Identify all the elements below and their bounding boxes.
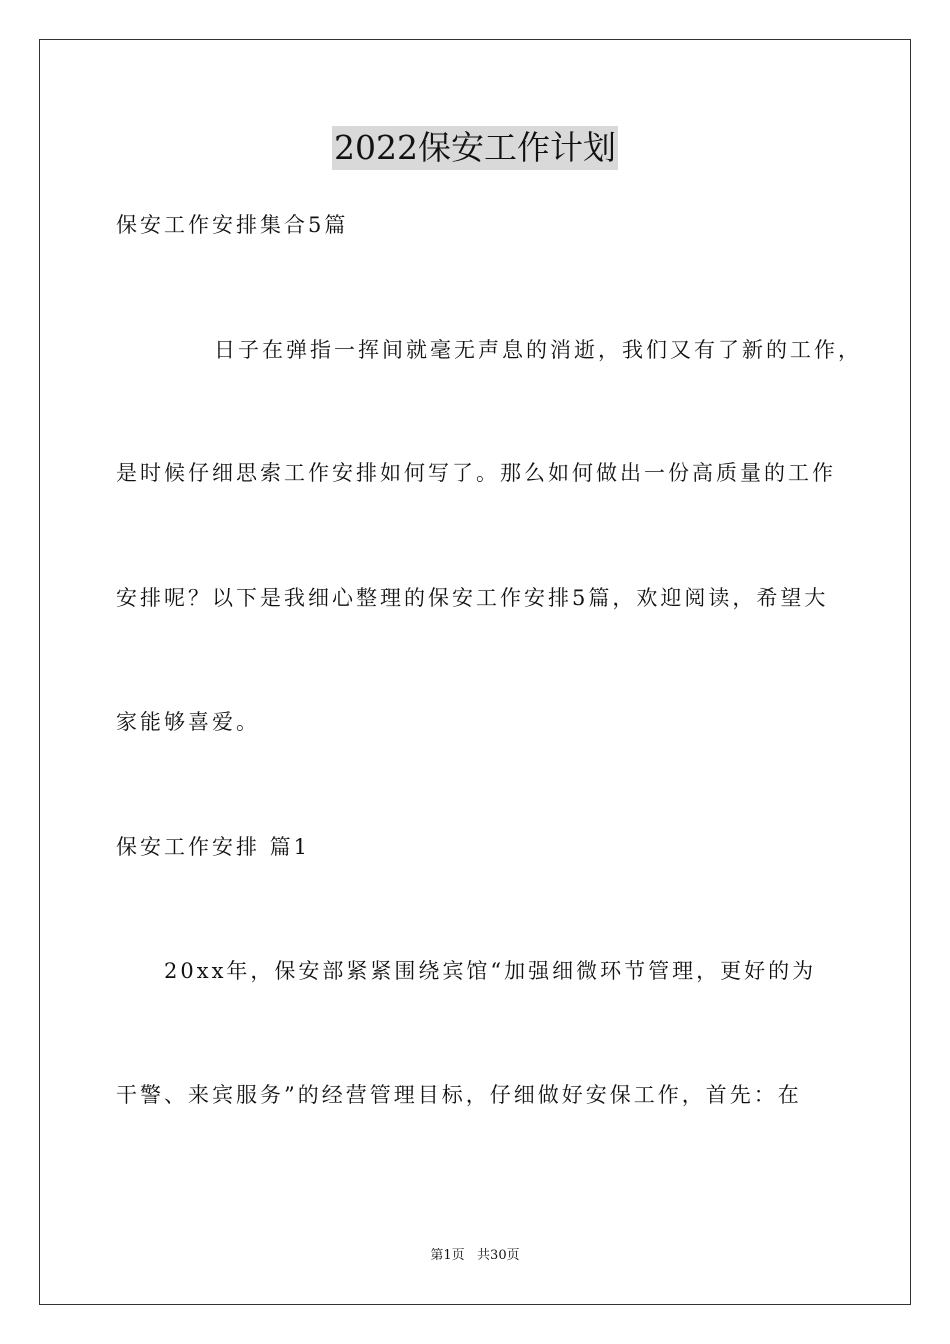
body-line-2: 干警、来宾服务”的经营管理目标，仔细做好安保工作，首先：在 xyxy=(116,1083,802,1107)
intro-line-1: 日子在弹指一挥间就毫无声息的消逝，我们又有了新的工作， xyxy=(214,338,862,362)
intro-line-3: 安排呢？以下是我细心整理的保安工作安排5篇，欢迎阅读，希望大 xyxy=(116,586,829,610)
intro-line-4: 家能够喜爱。 xyxy=(116,710,260,734)
section-heading: 保安工作安排 篇1 xyxy=(116,835,311,859)
body-line-1: 20xx年，保安部紧紧围绕宾馆“加强细微环节管理，更好的为 xyxy=(164,959,817,983)
intro-line-2: 是时候仔细思索工作安排如何写了。那么如何做出一份高质量的工作 xyxy=(116,461,836,485)
document-subtitle: 保安工作安排集合5篇 xyxy=(116,213,349,237)
document-title-wrap xyxy=(0,126,950,176)
document-title: 2022保安工作计划 xyxy=(332,126,618,170)
page-footer: 第1页 共30页 xyxy=(430,1248,520,1263)
